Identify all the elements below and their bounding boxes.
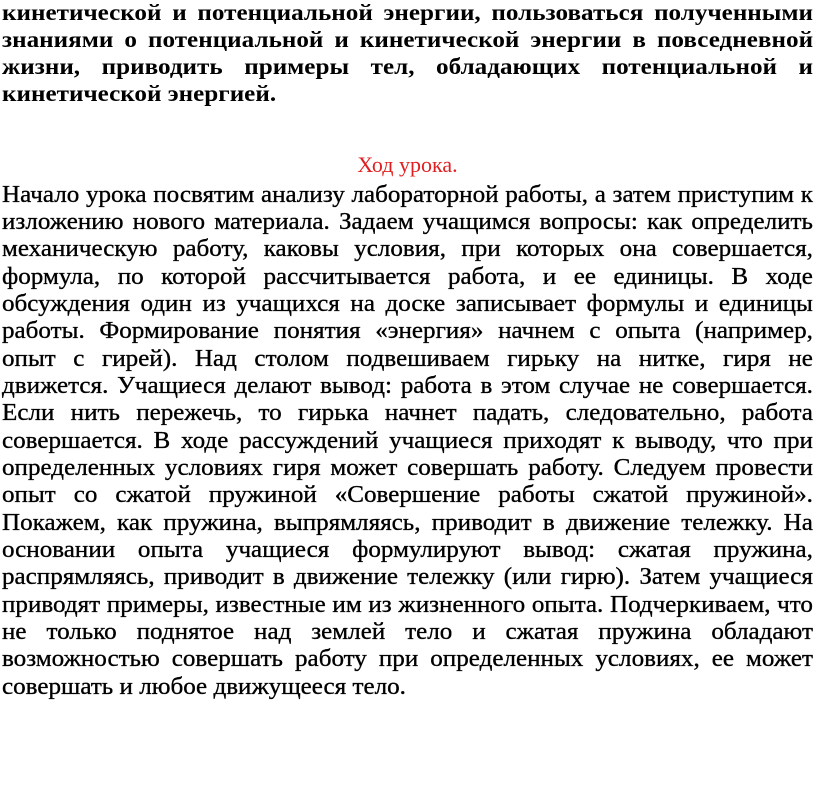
lesson-heading: Ход урока.	[357, 151, 458, 177]
intro-paragraph: кинетической и потенциальной энергии, пользоваться полученными знаниями о потенциальной и кинетической энергии в повседневной жизни, приводить примеры тел, обладающих потенциальной и кинетической энергией.	[2, 0, 814, 107]
document-page	[2, 0, 813, 701]
body-paragraph: Начало урока посвятим анализу лабораторной работы, а затем приступим к изложению нового материала. Задаем учащимся вопросы: как определить механическую работу, каковы условия, при которых она совершается, формула, по которой рассчитывается работа, и ее единицы. В ходе обсуждения один из учащихся на доске записывает формулы и единицы работы. Формирование понятия «энергия» начнем с опыта (например, опыт с гирей). Над столом подвешиваем гирьку на нитке, гиря не движется. Учащиеся делают вывод: работа в этом случае не совершается. Если нить пережечь, то гирька начнет падать, следовательно, работа совершается. В ходе рассуждений учащиеся приходят к выводу, что при определенных условиях гиря может совершать работу. Следуем провести опыт со сжатой пружиной «Совершение работы сжатой пружиной». Покажем, как пружина, выпрямляясь, приводит в движение тележку. На основании опыта учащиеся формулируют вывод: сжатая пружина, распрямляясь, приводит в движение тележку (или гирю). Затем учащиеся приводят примеры, известные им из жизненного опыта. Подчеркиваем, что не только поднятое над землей тело и сжатая пружина обладают возможностью совершать работу при определенных условиях, ее может совершать и любое движущееся тело.	[2, 181, 813, 700]
